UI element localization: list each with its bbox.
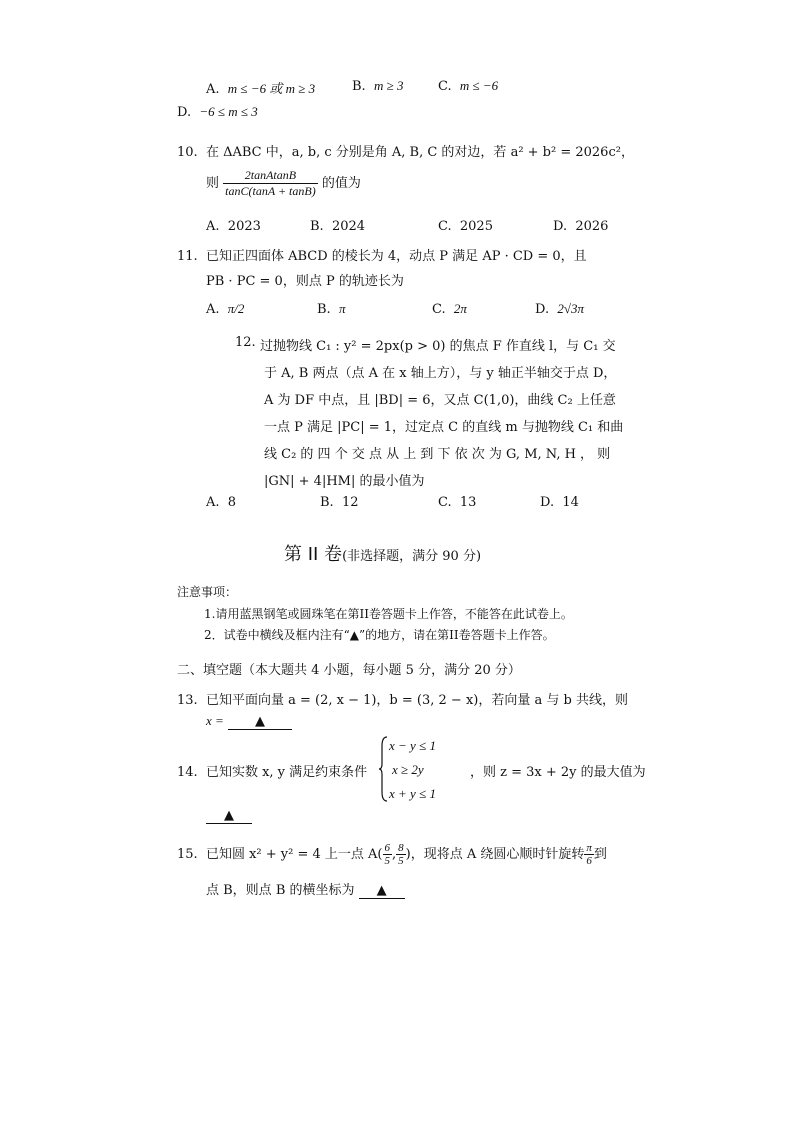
q15-stem: 15. 已知圆 x² + y² = 4 上一点 A( $\frac{6}{5}$ , $\frac{8}{5}$ )，现将点 A 绕圆心顺时针旋转 $\frac{\pi}{6}$ 到 [177, 842, 607, 867]
q11-option-d: D. 2√3π [535, 301, 585, 317]
q12-option-a: A. 8 [206, 495, 237, 510]
q10-option-d: D. 2026 [553, 219, 609, 234]
part2-heading: 二、填空题（本大题共 4 小题，每小题 5 分，满分 20 分） [177, 663, 521, 678]
q10-option-b: B. 2024 [310, 219, 366, 234]
q15-frac-x: $\frac{6}{5}$ [384, 842, 390, 867]
q14-stem: 14. 已知实数 x, y 满足约束条件 [177, 765, 368, 780]
q9-option-a: A. m ≤ −6 或 m ≥ 3 [206, 81, 316, 97]
q14-tail: ，则 z = 3x + 2y 的最大值为 [470, 765, 646, 780]
q15-frac-y: $\frac{8}{5}$ [398, 842, 404, 867]
q13-stem: 13. 已知平面向量 a = (2, x − 1)，b = (3, 2 − x)，若向量 a 与 b 共线，则 [177, 693, 628, 708]
q13-answer-line: x = ▲ [206, 713, 292, 730]
q9-option-d: D. −6 ≤ m ≤ 3 [177, 104, 258, 120]
q10-option-c: C. 2025 [438, 219, 493, 234]
q10-option-a: A. 2023 [206, 219, 261, 234]
brace-icon [378, 736, 388, 802]
q11-stem-line2: PB · PC = 0，则点 P 的轨迹长为 [206, 274, 404, 289]
q14-constraint-1: x − y ≤ 1 [389, 738, 436, 753]
q11-stem-line1: 11. 已知正四面体 ABCD 的棱长为 4，动点 P 满足 AP · CD = 0，且 [177, 249, 587, 264]
q10-expression: 则 $\frac{\text{2tanAtanB}}{\tan C(\tan A + \tan B)}$ 的值为 [206, 168, 361, 198]
q12-line-4: 一点 P 满足 |PC| = 1，过定点 C 的直线 m 与抛物线 C₁ 和曲 [264, 420, 624, 435]
q14-constraint-3: x + y ≤ 1 [389, 786, 436, 801]
q13-blank: ▲ [228, 714, 292, 730]
q15-blank: ▲ [359, 883, 405, 899]
q10-fraction: $\frac{\text{2tanAtanB}}{\tan C(\tan A + \tan B)}$ [225, 168, 316, 198]
notice-item-2: 2．试卷中横线及框内注有“▲”的地方，请在第II卷答题卡上作答。 [204, 628, 555, 642]
q12-option-c: C. 13 [438, 495, 477, 510]
section-title: 第 II 卷(非选择题，满分 90 分) [284, 544, 482, 565]
q10-stem: 10. 在 ΔABC 中，a, b, c 分别是角 A, B, C 的对边，若 a² + b² = 2026c²， [177, 145, 634, 160]
notice-heading: 注意事项： [177, 585, 238, 599]
notice-item-1: 1.请用蓝黑钢笔或圆珠笔在第II卷答题卡上作答，不能答在此试卷上。 [204, 607, 573, 621]
q12-line-6: |GN| + 4|HM| 的最小值为 [264, 474, 425, 489]
q14-constraint-2: x ≥ 2y [392, 762, 424, 777]
q15-frac-angle: $\frac{\pi}{6}$ [586, 842, 592, 867]
q12-num: 12. [235, 335, 256, 350]
q15-answer-line: 点 B，则点 B 的横坐标为 ▲ [206, 879, 405, 899]
q12-line-2: 于 A, B 两点（点 A 在 x 轴上方），与 y 轴正半轴交于点 D， [264, 366, 617, 381]
q14-system-brace [378, 736, 388, 806]
q14-blank: ▲ [206, 808, 252, 824]
q14-answer-line [206, 808, 252, 824]
q12-line-1: 过抛物线 C₁ : y² = 2px(p > 0) 的焦点 F 作直线 l，与 C₁ 交 [260, 339, 616, 354]
q9-option-b: B. m ≥ 3 [352, 78, 404, 94]
q9-option-c: C. m ≤ −6 [438, 78, 499, 94]
q12-option-b: B. 12 [320, 495, 359, 510]
q12-line-5: 线 C₂ 的 四 个 交 点 从 上 到 下 依 次 为 G, M, N, H ， 则 [264, 447, 611, 462]
q12-line-3: A 为 DF 中点，且 |BD| = 6，又点 C(1,0)，曲线 C₂ 上任意 [264, 393, 616, 408]
q11-option-b: B. π [317, 301, 346, 317]
q11-option-c: C. 2π [432, 301, 467, 317]
q11-option-a: A. π/2 [206, 301, 245, 317]
q12-option-d: D. 14 [540, 495, 579, 510]
